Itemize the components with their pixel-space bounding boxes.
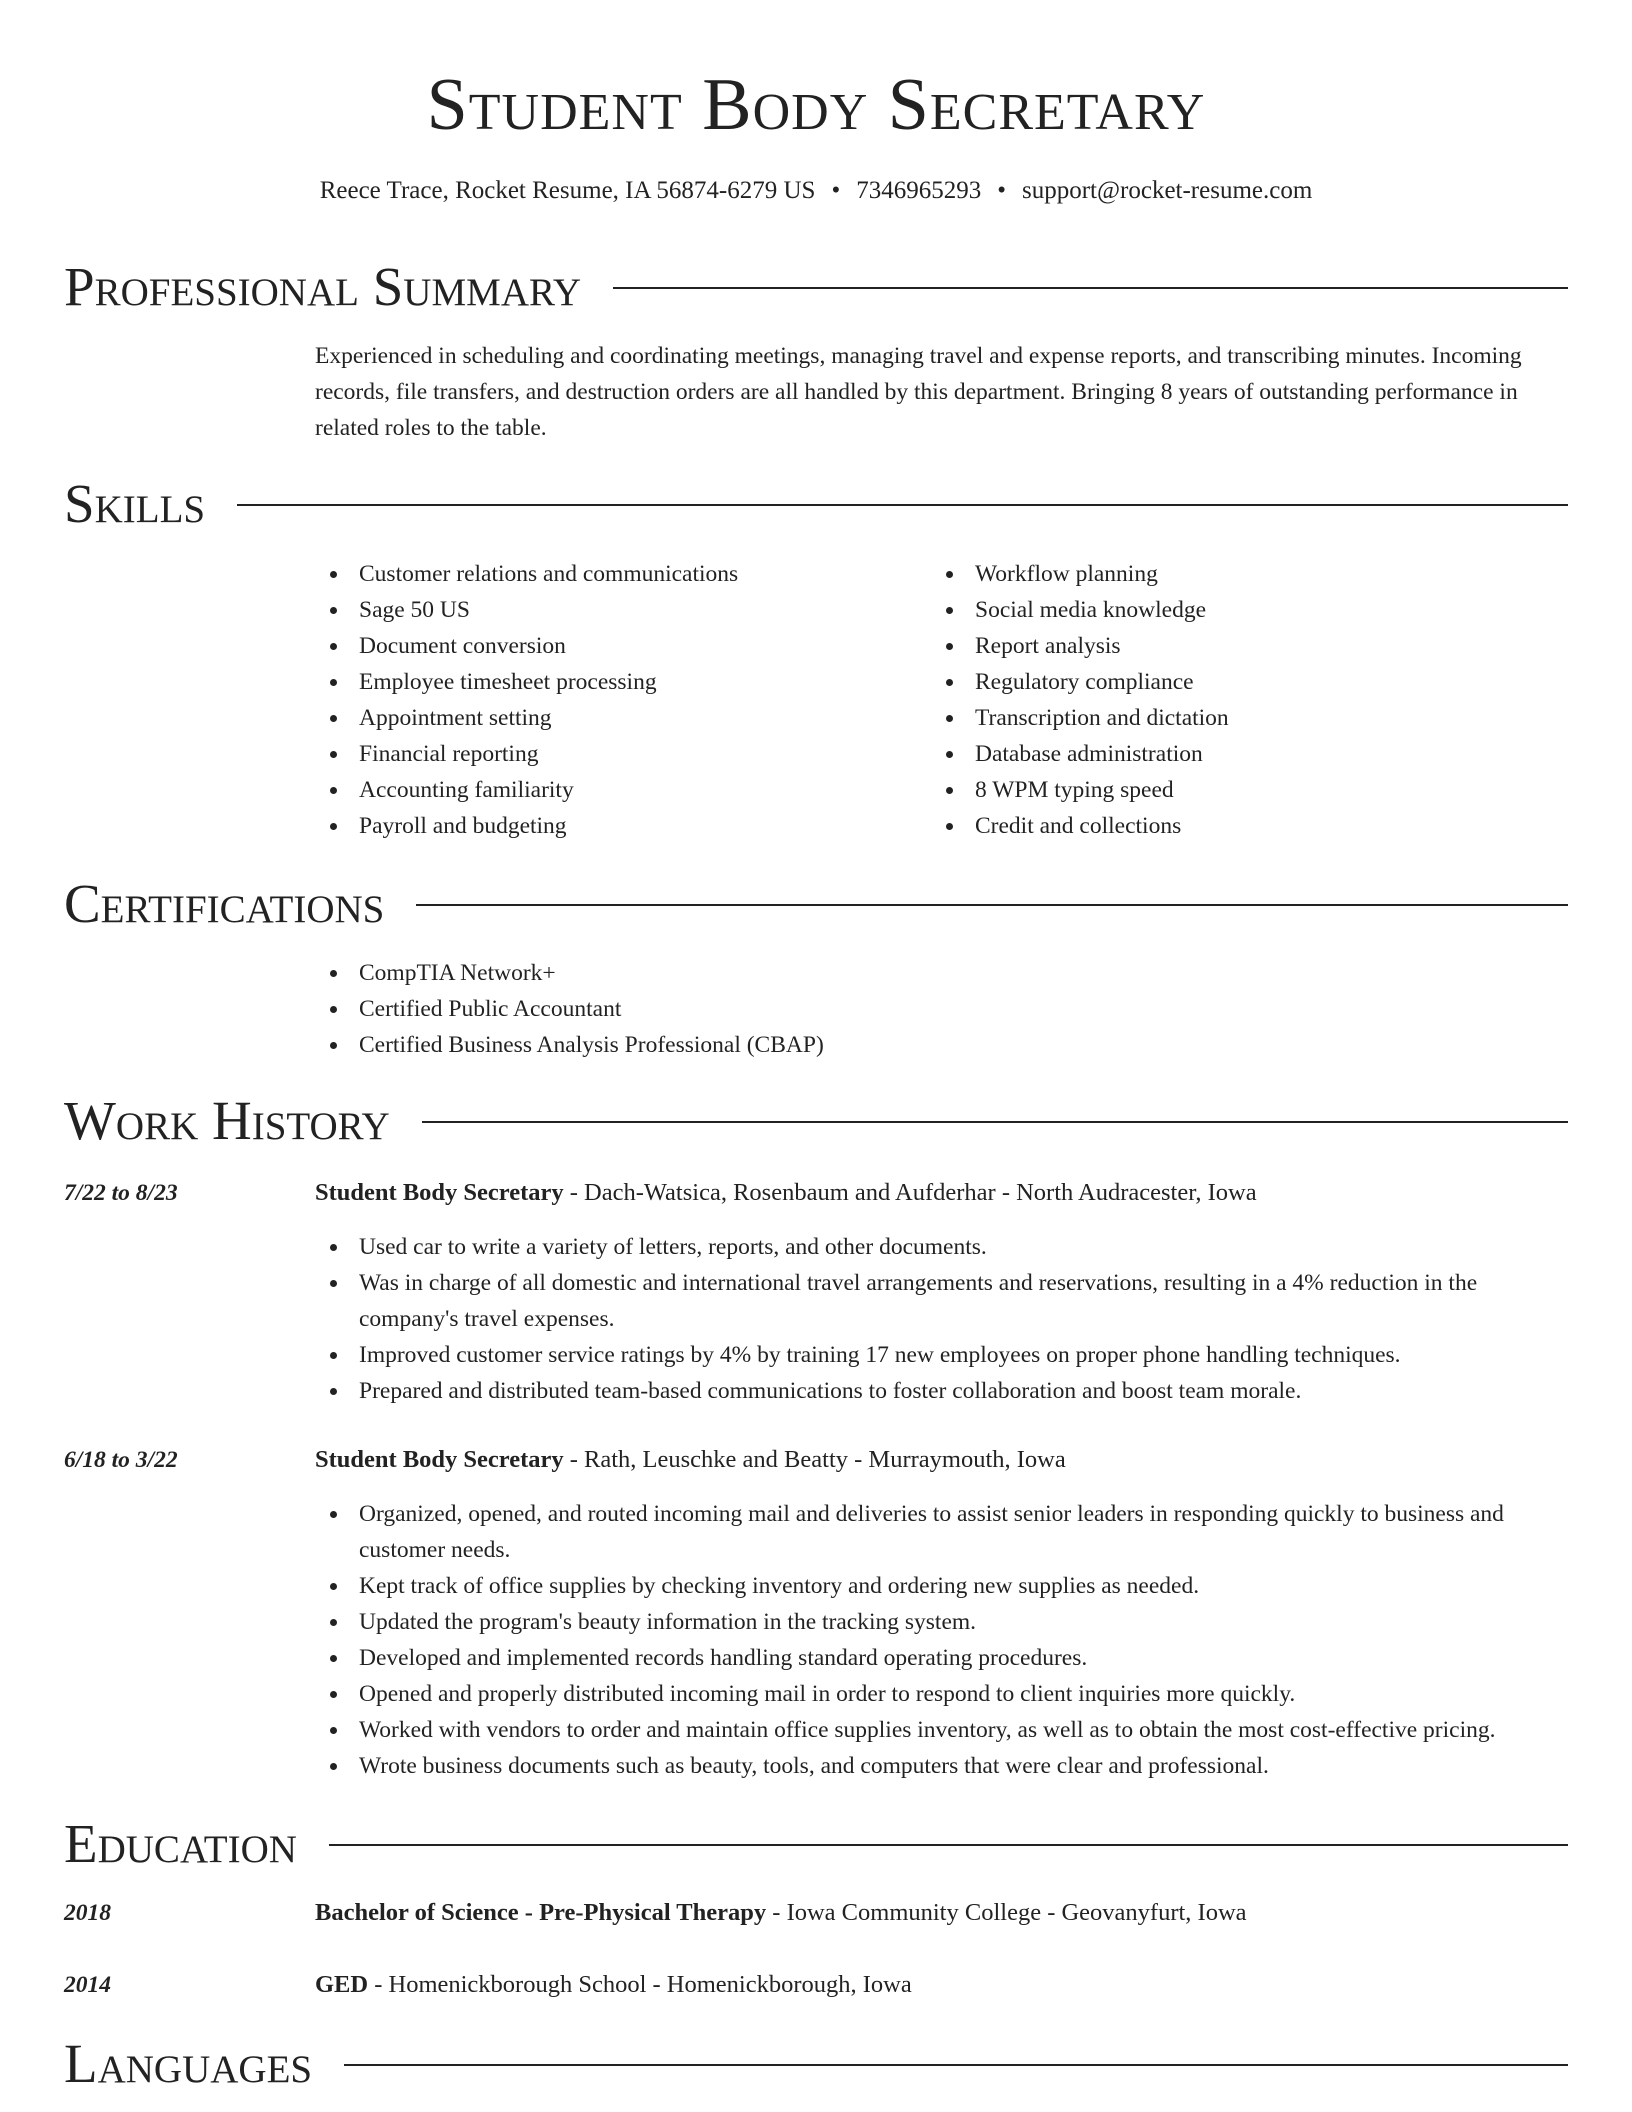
skill-item: Payroll and budgeting <box>315 808 915 844</box>
education-year: 2014 <box>64 1972 111 1998</box>
education-degree: Bachelor of Science - Pre-Physical Therapy <box>315 1899 767 1926</box>
contact-separator: • <box>997 177 1006 204</box>
job-employer: - Dach-Watsica, Rosenbaum and Aufderhar - North Audracester, Iowa <box>563 1179 1257 1206</box>
certifications-block <box>315 955 1568 1063</box>
skill-item: Report analysis <box>931 628 1531 664</box>
certifications-list <box>315 955 1568 1063</box>
section-divider <box>237 504 1568 506</box>
job-bullet: Worked with vendors to order and maintain office supplies inventory, as well as to obtain the most cost-effective pricing. <box>315 1712 1568 1748</box>
section-divider <box>613 287 1568 289</box>
skill-item: Database administration <box>931 736 1531 772</box>
job-dates: 6/18 to 3/22 <box>64 1447 178 1473</box>
education-year: 2018 <box>64 1900 111 1926</box>
skill-item: Social media knowledge <box>931 592 1531 628</box>
contact-separator: • <box>831 177 841 204</box>
work-section-header <box>64 1088 1568 1154</box>
contact-line <box>0 174 1632 208</box>
skill-item: Document conversion <box>315 628 915 664</box>
languages-section-header <box>64 2031 1568 2097</box>
education-section-header <box>64 1811 1568 1877</box>
job-bullet: Developed and implemented records handling standard operating procedures. <box>315 1640 1568 1676</box>
section-divider <box>416 904 1568 906</box>
education-entry <box>315 1895 1568 1931</box>
section-divider <box>344 2064 1568 2066</box>
job-title-line <box>315 1175 1568 1211</box>
education-school: - Homenickborough School - Homenickborough, Iowa <box>368 1971 912 1998</box>
summary-text: Experienced in scheduling and coordinating meetings, managing travel and expense reports, and transcribing minutes. Incoming records, file transfers, and destruction orders are all handled by this department. Bringing 8 years of outstanding performance in related roles to the table. <box>315 343 1522 441</box>
summary-section-header <box>64 254 1568 320</box>
skills-column-left <box>315 556 915 844</box>
summary-section-title: Professional Summary <box>64 256 582 317</box>
job-role: Student Body Secretary <box>315 1446 564 1473</box>
education-degree: GED <box>315 1971 369 1998</box>
languages-section-title: Languages <box>64 2033 313 2094</box>
job-bullets-block <box>315 1496 1568 1784</box>
job-employer: - Rath, Leuschke and Beatty - Murraymouth, Iowa <box>563 1446 1066 1473</box>
job-role: Student Body Secretary <box>315 1179 564 1206</box>
certifications-section-title: Certifications <box>64 873 385 934</box>
job-bullet: Was in charge of all domestic and international travel arrangements and reservations, resulting in a 4% reduction in the company's travel expenses. <box>315 1265 1568 1337</box>
job-bullet: Opened and properly distributed incoming mail in order to respond to client inquiries more quickly. <box>315 1676 1568 1712</box>
certifications-section-header <box>64 871 1568 937</box>
contact-address: Reece Trace, Rocket Resume, IA 56874-6279 US <box>319 177 816 204</box>
education-section-title: Education <box>64 1813 297 1874</box>
skill-item: Employee timesheet processing <box>315 664 915 700</box>
job-bullet-list <box>315 1229 1568 1409</box>
skill-item: 8 WPM typing speed <box>931 772 1531 808</box>
job-bullet: Used car to write a variety of letters, reports, and other documents. <box>315 1229 1568 1265</box>
job-dates: 7/22 to 8/23 <box>64 1180 178 1206</box>
contact-email[interactable]: support@rocket-resume.com <box>1022 177 1313 204</box>
certification-item: Certified Business Analysis Professional (CBAP) <box>315 1027 1568 1063</box>
skills-section-header <box>64 471 1568 537</box>
certification-item: Certified Public Accountant <box>315 991 1568 1027</box>
skill-item: Regulatory compliance <box>931 664 1531 700</box>
job-bullets-block <box>315 1229 1568 1409</box>
education-school: - Iowa Community College - Geovanyfurt, Iowa <box>766 1899 1247 1926</box>
section-divider <box>422 1121 1568 1123</box>
job-bullet: Prepared and distributed team-based communications to foster collaboration and boost team morale. <box>315 1373 1568 1409</box>
skill-item: Workflow planning <box>931 556 1531 592</box>
job-bullet: Improved customer service ratings by 4% by training 17 new employees on proper phone handling techniques. <box>315 1337 1568 1373</box>
job-bullet: Kept track of office supplies by checking inventory and ordering new supplies as needed. <box>315 1568 1568 1604</box>
skills-list-right <box>931 556 1531 844</box>
skill-item: Customer relations and communications <box>315 556 915 592</box>
skill-item: Sage 50 US <box>315 592 915 628</box>
job-bullet: Updated the program's beauty information in the tracking system. <box>315 1604 1568 1640</box>
education-entry <box>315 1967 1568 2003</box>
job-title-line <box>315 1442 1568 1478</box>
skill-item: Transcription and dictation <box>931 700 1531 736</box>
skills-list-left <box>315 556 915 844</box>
certification-item: CompTIA Network+ <box>315 955 1568 991</box>
resume-name-heading: Student Body Secretary <box>426 64 1206 146</box>
contact-phone[interactable]: 7346965293 <box>856 177 982 204</box>
job-bullet: Wrote business documents such as beauty, tools, and computers that were clear and professional. <box>315 1748 1568 1784</box>
skill-item: Financial reporting <box>315 736 915 772</box>
skills-section-title: Skills <box>64 473 206 534</box>
work-section-title: Work History <box>64 1090 390 1151</box>
job-bullet: Organized, opened, and routed incoming mail and deliveries to assist senior leaders in responding quickly to business and customer needs. <box>315 1496 1568 1568</box>
skill-item: Appointment setting <box>315 700 915 736</box>
job-bullet-list <box>315 1496 1568 1784</box>
section-divider <box>329 1844 1568 1846</box>
skill-item: Credit and collections <box>931 808 1531 844</box>
skills-column-right <box>931 556 1531 844</box>
skill-item: Accounting familiarity <box>315 772 915 808</box>
